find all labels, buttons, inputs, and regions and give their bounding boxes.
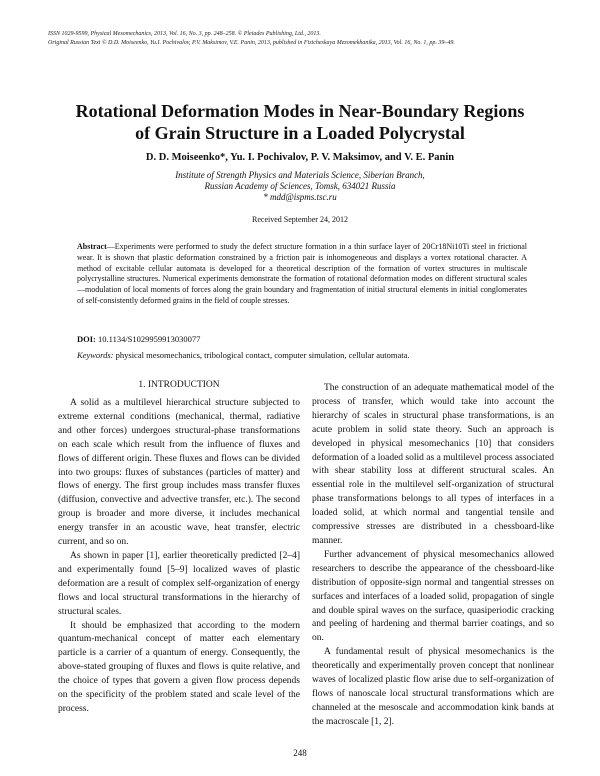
journal-header-line-1: ISSN 1029-9599, Physical Mesomechanics, 2013, Vol. 16, No. 3, pp. 248–258. © Pleiades Publishing, Ltd., 2013.: [48, 31, 321, 37]
left-column: [58, 397, 300, 717]
title-line-2: of Grain Structure in a Loaded Polycrystal: [135, 123, 465, 143]
abstract: [77, 242, 527, 307]
keywords-line: [77, 350, 410, 360]
paragraph: As shown in paper [1], earlier theoretically predicted [2–4] and experimentally found [5–9] localized waves of plastic deformation are a result of complex self-organization of energy flows and local structural transformations in the hierarchy of structural scales.: [58, 550, 300, 617]
affiliation-line-2: Russian Academy of Sciences, Tomsk, 634021 Russia: [204, 181, 396, 191]
doi-line: [77, 334, 200, 344]
abstract-text: —Experiments were performed to study the defect structure formation in a thin surface layer of 20Cr18Ni10Ti steel in frictional wear. It is shown that plastic deformation constrained by a friction pair is inhomogeneous and displays a vortex rotational character. A method of excitable cellular automata is developed for a theoretical description of the formation of vortex structures in multiscale polycrystalline structures. Numerical experiments demonstrate the formation of rotational deformation modes on different structural scales—modulation of local moments of forces along the grain boundary and fragmentation of initial structural elements in initial conglomerates of self-consistently deformed grains in the field of couple stresses.: [77, 242, 527, 305]
section-heading-introduction: 1. INTRODUCTION: [138, 380, 220, 390]
paragraph: The construction of an adequate mathematical model of the process of transfer, which would take into account the hierarchy of scales in structural phase transformations, is an acute problem in solid state theory. Such an approach is developed in physical mesomechanics [10] that considers deformation of a loaded solid as a multilevel process associated with shear stability loss at different structural scales. An essential role in the multilevel self-organization of structural phase transformations belongs to all types of interfaces in a loaded solid, at which normal and tangential tensile and compressive stresses are distributed in a chessboard-like manner.: [312, 383, 554, 546]
journal-header-line-2: Original Russian Text © D.D. Moiseenko, Yu.I. Pochivalov, P.V. Maksimov, V.E. Panin, 2013, published in Fizicheskaya Mezomekhanika, 2013, Vol. 16, No. 1, pp. 39–49.: [48, 40, 455, 46]
paragraph: Further advancement of physical mesomechanics allowed researchers to describe the appearance of the chessboard-like distribution of opposite-sign normal and tangential stresses on surfaces and interfaces of a loaded solid, propagation of single and double spiral waves on the surface, quasiperiodic cracking and peeling of hardening and thermal barrier coatings, and so on.: [312, 549, 554, 644]
author-list: D. D. Moiseenko*, Yu. I. Pochivalov, P. V. Maksimov, and V. E. Panin: [145, 152, 455, 163]
abstract-label: Abstract: [77, 242, 107, 251]
keywords-label: Keywords:: [77, 350, 114, 360]
page-number: 248: [293, 748, 307, 758]
received-date: Received September 24, 2012: [252, 215, 348, 224]
paragraph: A fundamental result of physical mesomechanics is the theoretically and experimentally proven concept that nonlinear waves of localized plastic flow arise due to self-organization of flows of nanoscale local structural transformations which are channeled at the mesoscale and accommodation kink bands at the macroscale [1, 2].: [312, 647, 554, 727]
doi-value[interactable]: 10.1134/S1029959913030077: [98, 334, 201, 344]
paragraph: A solid as a multilevel hierarchical structure subjected to extreme external conditions (mechanical, thermal, radiative and other forces) undergoes structural-phase transformations on each scale which result from the influence of fluxes and flows of different origin. These fluxes and flows can be divided into two groups: fluxes of substances (particles of matter) and flows of energy. The first group includes mass transfer fluxes (diffusion, convective and advective transfer, etc.). The second group is broader and more diverse, it includes mechanical energy transfer in an acoustic wave, heat transfer, electric current, and so on.: [58, 398, 300, 548]
paragraph: It should be emphasized that according to the modern quantum-mechanical concept of matter each elementary particle is a carrier of a quantum of energy. Consequently, the above-stated grouping of fluxes and flows is quite relative, and the choice of types that govern a given flow process depends on the specificity of the problem stated and scale level of the process.: [58, 620, 300, 714]
keywords-value: physical mesomechanics, tribological contact, computer simulation, cellular automata.: [115, 350, 410, 360]
doi-label: DOI:: [77, 334, 96, 344]
affiliation-line-1: Institute of Strength Physics and Materials Science, Siberian Branch,: [175, 170, 425, 180]
article-title: [40, 100, 560, 144]
title-line-1: Rotational Deformation Modes in Near-Boundary Regions: [75, 101, 525, 121]
corresponding-email[interactable]: * mdd@ispms.tsc.ru: [263, 192, 337, 202]
right-column: [312, 382, 554, 730]
affiliation: [40, 170, 560, 203]
